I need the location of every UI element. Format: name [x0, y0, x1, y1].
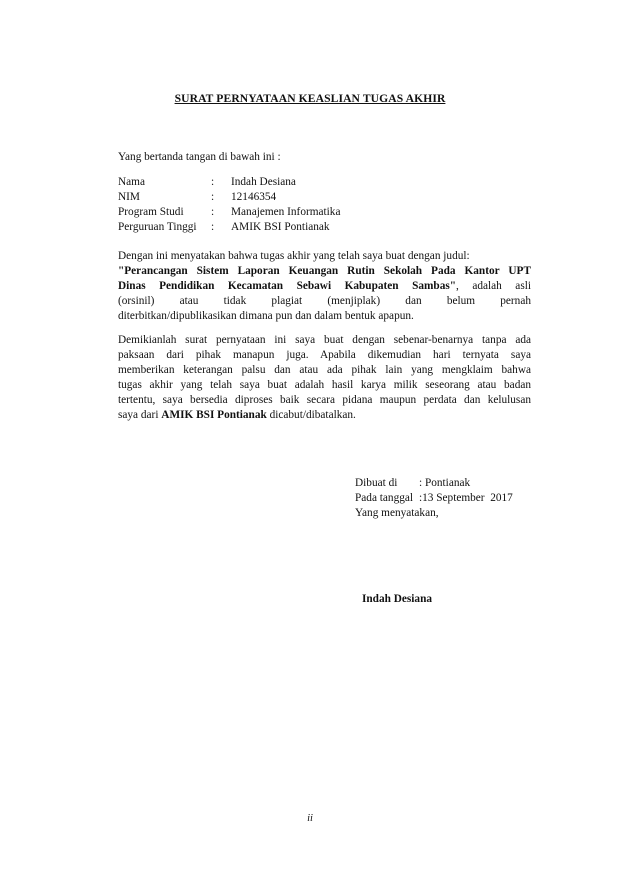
statement-line: (orsinil) atau tidak plagiat (menjiplak) dan belum pernah [118, 295, 531, 307]
closing-line: tugas akhir yang telah saya buat adalah hasil karya milik seseorang atau badan [118, 379, 531, 391]
closing-line: tertentu, saya bersedia diproses baik secara pidana maupun perdata dan kelulusan [118, 394, 531, 406]
field-value: 12146354 [231, 191, 277, 203]
field-separator: : [211, 221, 215, 233]
statement-text: , adalah asli [456, 280, 531, 292]
date-label: Pada tanggal [355, 492, 414, 504]
field-label: Program Studi [118, 206, 184, 218]
closing-text: dicabut/dibatalkan. [266, 409, 356, 421]
field-label: Nama [118, 176, 145, 188]
statement-paragraph [118, 249, 531, 324]
closing-line: Demikianlah surat pernyataan ini saya buat dengan sebenar-benarnya tanpa ada [118, 334, 531, 346]
closing-line [118, 408, 531, 423]
field-value: Indah Desiana [231, 176, 296, 188]
field-value: AMIK BSI Pontianak [231, 221, 330, 233]
page-number: ii [307, 813, 313, 824]
statement-line [118, 279, 531, 294]
statement-line: diterbitkan/dipublikasikan dimana pun dan dalam bentuk apapun. [118, 310, 414, 322]
date-row [355, 491, 555, 506]
thesis-title-line: Dinas Pendidikan Kecamatan Sebawi Kabupaten Sambas" [118, 280, 457, 292]
institution-name: AMIK BSI Pontianak [161, 409, 267, 421]
field-value: Manajemen Informatika [231, 206, 341, 218]
place-value: : Pontianak [419, 477, 471, 489]
field-separator: : [211, 176, 215, 188]
field-label: NIM [118, 191, 140, 203]
signer-name: Indah Desiana [362, 593, 433, 605]
statement-line: Dengan ini menyatakan bahwa tugas akhir yang telah saya buat dengan judul: [118, 250, 470, 262]
closing-line: paksaan dari pihak manapun juga. Apabila dikemudian hari ternyata saya [118, 349, 531, 361]
field-label: Perguruan Tinggi [118, 221, 197, 233]
date-value: :13 September 2017 [419, 492, 513, 504]
thesis-title-line: "Perancangan Sistem Laporan Keuangan Rutin Sekolah Pada Kantor UPT [118, 265, 531, 277]
signature-block [355, 476, 555, 521]
document-title: SURAT PERNYATAAN KEASLIAN TUGAS AKHIR [174, 92, 446, 105]
closing-text: saya dari [118, 409, 162, 421]
intro-text: Yang bertanda tangan di bawah ini : [118, 151, 281, 163]
field-separator: : [211, 206, 215, 218]
field-separator: : [211, 191, 215, 203]
declarant-label: Yang menyatakan, [355, 507, 439, 519]
closing-paragraph [118, 333, 531, 423]
place-row [355, 476, 555, 491]
closing-line: memberikan keterangan palsu dan atau ada pihak lain yang mengklaim bahwa [118, 364, 531, 376]
place-label: Dibuat di [355, 477, 398, 489]
